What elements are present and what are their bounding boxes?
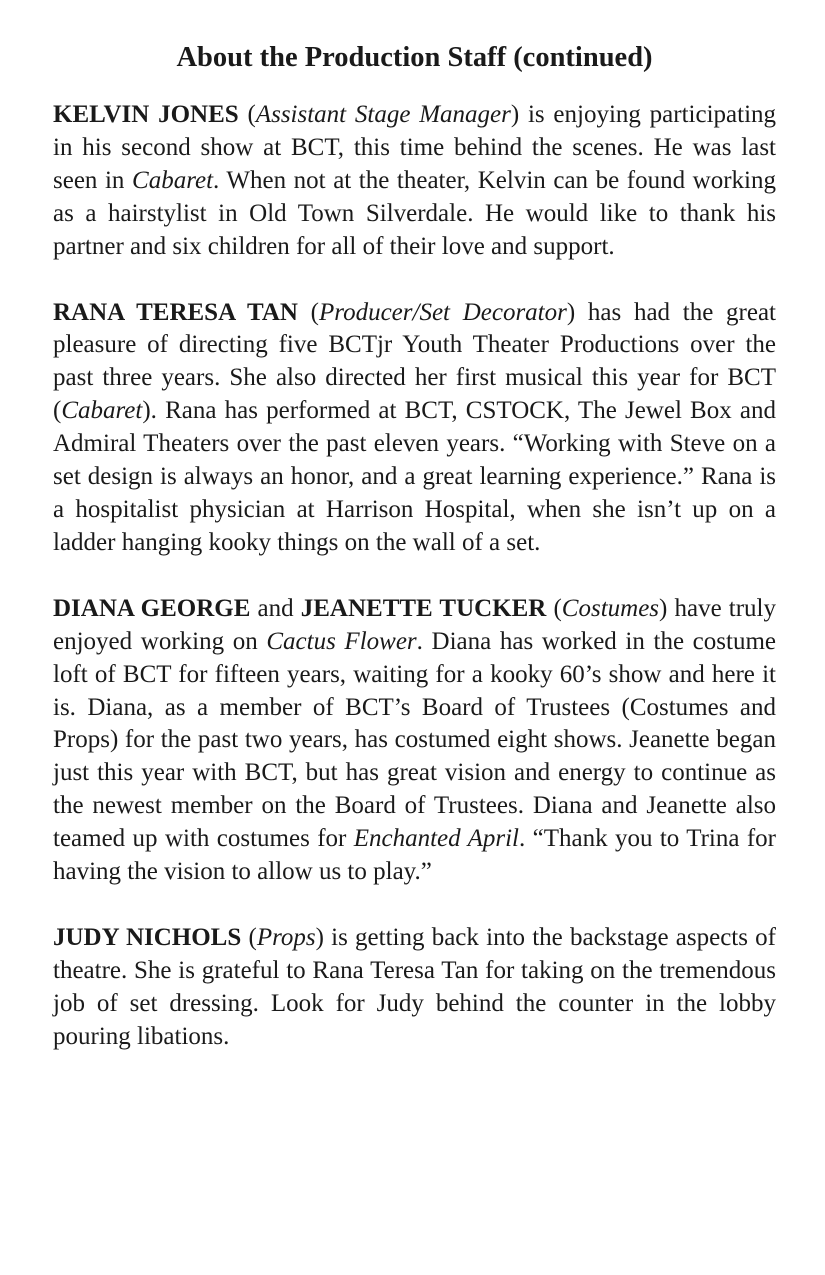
bio-role: Costumes — [561, 594, 660, 622]
bio-name: DIANA GEORGE — [53, 594, 251, 622]
bio-role: Props — [256, 923, 316, 951]
bio-text: has had the great pleasure of directing five BCTjr Youth Theater Productions over the past three years. She also directed her first musical this year for BCT ( — [53, 298, 776, 425]
bio-name: RANA TERESA TAN — [53, 298, 298, 326]
bio-text: have truly enjoyed working on — [53, 594, 776, 655]
bio-text: ). Rana has performed at BCT, CSTOCK, The Jewel Box and Admiral Theaters over the past eleven years. “Working with Steve on a set design is always an honor, and a great learning experience.” Rana is a hospitalist physician at Harrison Hospital, when she isn’t up on a ladder hanging kooky things on the wall of a set. — [53, 397, 776, 556]
bio-name: KELVIN JONES — [53, 101, 239, 128]
bio-name: JEANETTE TUCKER — [300, 594, 547, 622]
page-title: About the Production Staff (continued) — [176, 42, 653, 73]
bio-role: Assistant Stage Manager — [255, 101, 511, 128]
bio-diana-george-jeanette-tucker: DIANA GEORGE and JEANETTE TUCKER (Costumes) have truly enjoyed working on Cactus Flower. Diana has worked in the costume loft of BCT for fifteen years, waiting for a kooky 60’s show and here it is. Diana, as a member of BCT’s Board of Trustees (Costumes and Props) for the past two years, has costumed eight shows. Jeanette began just this year with BCT, but has great vision and energy to continue as the newest member on the Board of Trustees. Diana and Jeanette also teamed up with costumes for Enchanted April. “Thank you to Trina for having the vision to allow us to play.” — [53, 594, 776, 886]
show-title: Cactus Flower — [266, 627, 417, 655]
bio-text: . “Thank you to Trina for having the vision to allow us to play.” — [53, 825, 776, 886]
bio-kelvin-jones: KELVIN JONES (Assistant Stage Manager) is enjoying participating in his second show at BCT, this time behind the scenes. He was last seen in Cabaret. When not at the theater, Kelvin can be found working as a hairstylist in Old Town Silverdale. He would like to thank his partner and six children for all of their love and support. — [53, 101, 777, 260]
program-page — [53, 38, 776, 1087]
bio-role: Producer/Set Decorator — [319, 298, 567, 326]
bio-text: . Diana has worked in the costume loft of BCT for fifteen years, waiting for a kooky 60’s show and here it is. Diana, as a member of BCT’s Board of Trustees (Costumes and Props) for the past two years, has costumed eight shows. Jeanette began just this year with BCT, but has great vision and energy to continue as the newest member on the Board of Trustees. Diana and Jeanette also teamed up with costumes for — [53, 627, 776, 853]
bio-text: is getting back into the backstage aspects of theatre. She is grateful to Rana Teresa Tan for taking on the tremendous job of set dressing. Look for Judy behind the counter in the lobby pouring libations. — [53, 923, 777, 1050]
bio-text: . When not at the theater, Kelvin can be found working as a hairstylist in Old Town Silverdale. He would like to thank his partner and six children for all of their love and support. — [53, 166, 776, 260]
bio-text: is enjoying participating in his second show at BCT, this time behind the scenes. He was last seen in — [53, 101, 777, 194]
bio-joiner: and — [250, 594, 301, 622]
show-title: Cabaret — [61, 397, 143, 425]
bio-name: JUDY NICHOLS — [53, 923, 242, 951]
bio-judy-nichols: JUDY NICHOLS (Props) is getting back into the backstage aspects of theatre. She is grateful to Rana Teresa Tan for taking on the tremendous job of set dressing. Look for Judy behind the counter in the lobby pouring libations. — [53, 923, 777, 1050]
show-title: Cabaret — [132, 166, 214, 194]
show-title: Enchanted April — [353, 825, 519, 853]
bio-rana-teresa-tan: RANA TERESA TAN (Producer/Set Decorator) has had the great pleasure of directing five BCTjr Youth Theater Productions over the past three years. She also directed her first musical this year for BCT (Cabaret). Rana has performed at BCT, CSTOCK, The Jewel Box and Admiral Theaters over the past eleven years. “Working with Steve on a set design is always an honor, and a great learning experience.” Rana is a hospitalist physician at Harrison Hospital, when she isn’t up on a ladder hanging kooky things on the wall of a set. — [53, 298, 776, 556]
